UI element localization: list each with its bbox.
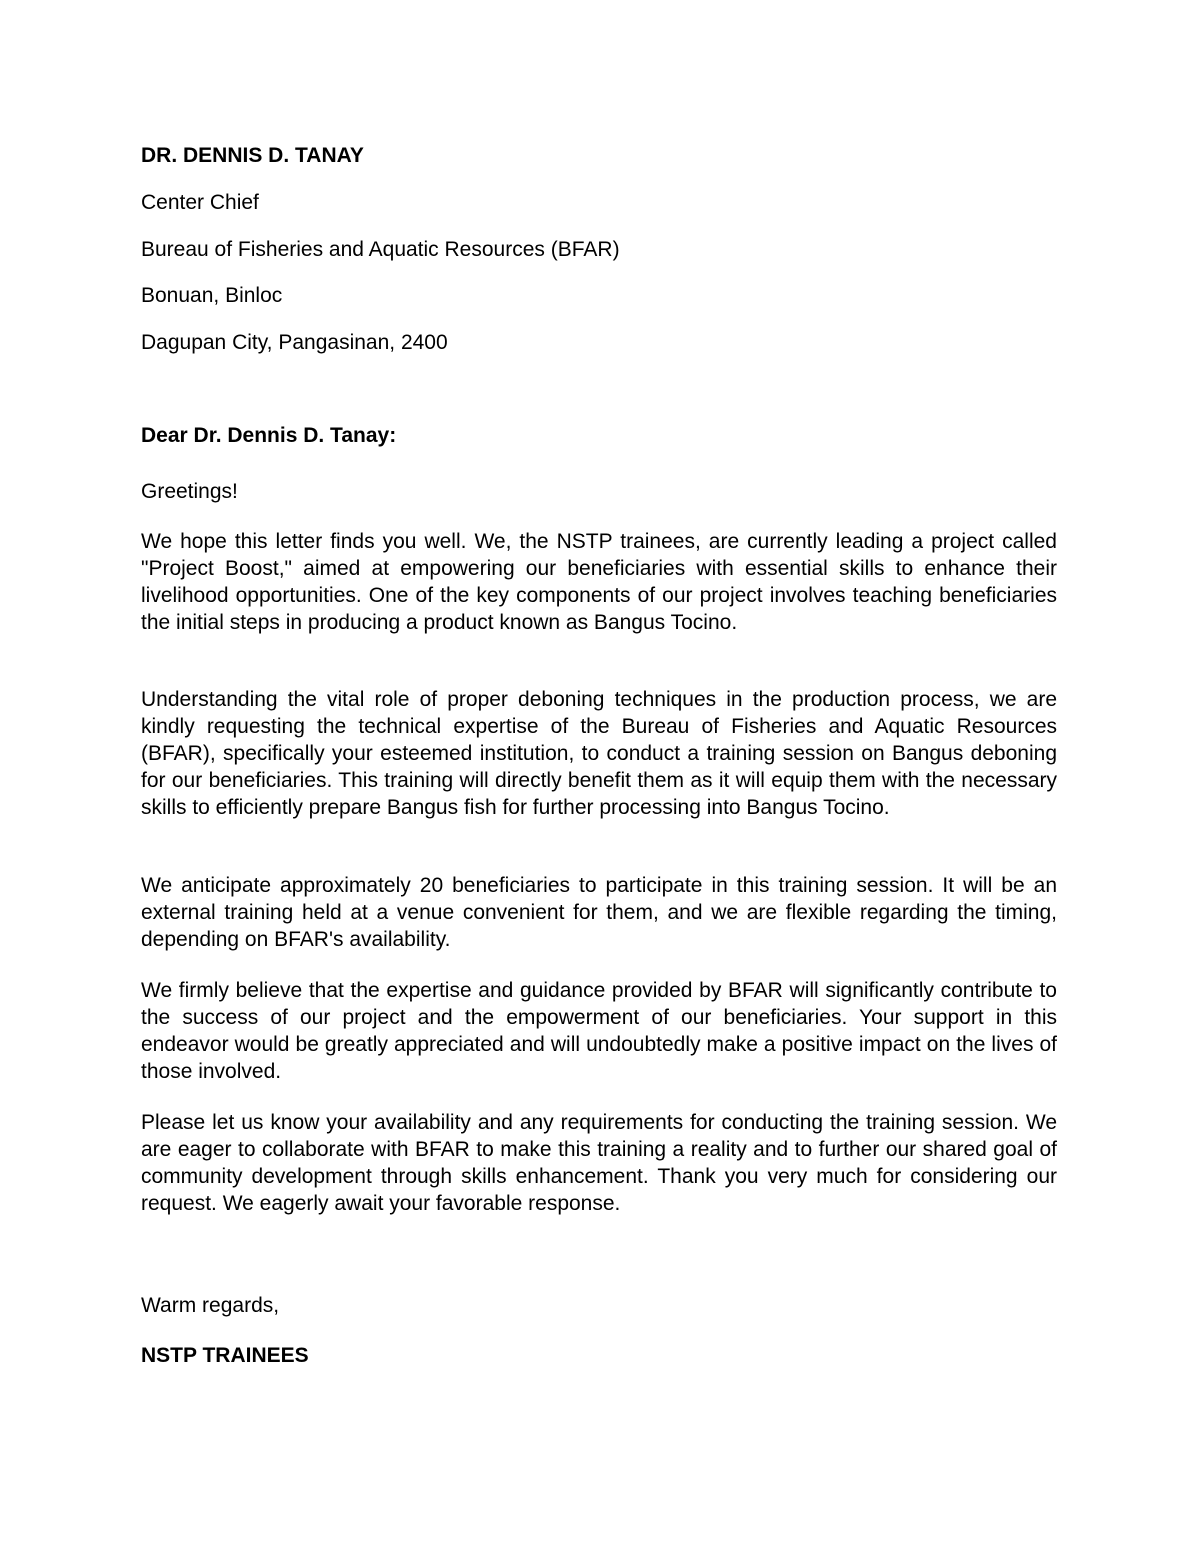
greeting: Greetings!	[141, 480, 238, 503]
body-paragraph-4: We firmly believe that the expertise and guidance provided by BFAR will significantly contribute to the success of our project and the empowerment of our beneficiaries. Your support in this endeavor would be greatly appreciated and will undoubtedly make a positive impact on the lives of those involved.	[141, 979, 1057, 1083]
body-paragraph-3: We anticipate approximately 20 beneficiaries to participate in this training session. It will be an external training held at a venue convenient for them, and we are flexible regarding the timing, depending on BFAR's availability.	[141, 874, 1057, 951]
recipient-name: DR. DENNIS D. TANAY	[141, 144, 364, 167]
signature: NSTP TRAINEES	[141, 1344, 309, 1367]
salutation: Dear Dr. Dennis D. Tanay:	[141, 424, 397, 447]
recipient-address-line2: Dagupan City, Pangasinan, 2400	[141, 331, 448, 354]
body-paragraph-5: Please let us know your availability and any requirements for conducting the training session. We are eager to collaborate with BFAR to make this training a reality and to further our shared goal of community development through skills enhancement. Thank you very much for considering our request. We eagerly await your favorable response.	[141, 1111, 1057, 1215]
closing: Warm regards,	[141, 1294, 280, 1317]
recipient-address-line1: Bonuan, Binloc	[141, 284, 283, 307]
body-paragraph-2: Understanding the vital role of proper deboning techniques in the production process, we are kindly requesting the technical expertise of the Bureau of Fisheries and Aquatic Resources (BFAR), specifically your esteemed institution, to conduct a training session on Bangus deboning for our beneficiaries. This training will directly benefit them as it will equip them with the necessary skills to efficiently prepare Bangus fish for further processing into Bangus Tocino.	[141, 688, 1057, 819]
body-paragraph-1: We hope this letter finds you well. We, the NSTP trainees, are currently leading a project called "Project Boost," aimed at empowering our beneficiaries with essential skills to enhance their livelihood opportunities. One of the key components of our project involves teaching beneficiaries the initial steps in producing a product known as Bangus Tocino.	[141, 530, 1057, 634]
recipient-title: Center Chief	[141, 191, 259, 214]
recipient-organization: Bureau of Fisheries and Aquatic Resources (BFAR)	[141, 238, 620, 261]
